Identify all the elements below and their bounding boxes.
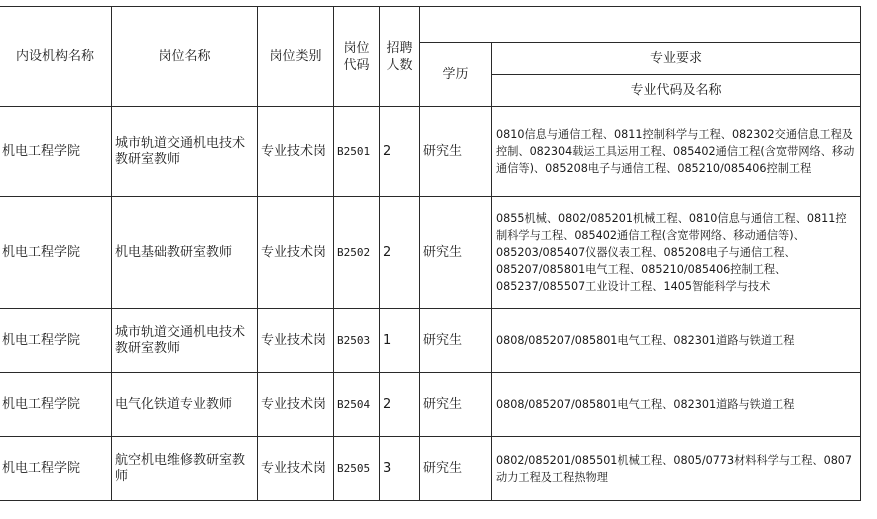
- cell-education: 研究生: [420, 309, 492, 373]
- cell-post-code: B2501: [334, 107, 380, 197]
- header-post-type: 岗位类别: [258, 7, 334, 107]
- cell-major: 0808/085207/085801电气工程、082301道路与铁道工程: [492, 373, 861, 437]
- cell-org: 机电工程学院: [0, 107, 112, 197]
- table-row: [0, 107, 861, 197]
- table-row: [0, 197, 861, 309]
- cell-org: 机电工程学院: [0, 309, 112, 373]
- cell-post-type: 专业技术岗: [258, 197, 334, 309]
- cell-post-code: B2502: [334, 197, 380, 309]
- header-row-top: [0, 7, 861, 43]
- cell-post-name: 城市轨道交通机电技术教研室教师: [112, 107, 258, 197]
- cell-post-name: 电气化铁道专业教师: [112, 373, 258, 437]
- cell-count: 2: [380, 107, 420, 197]
- cell-post-type: 专业技术岗: [258, 437, 334, 501]
- cell-org: 机电工程学院: [0, 197, 112, 309]
- header-major-req: 专业要求: [492, 43, 861, 75]
- cell-org: 机电工程学院: [0, 373, 112, 437]
- cell-major: 0810信息与通信工程、0811控制科学与工程、082302交通信息工程及控制、082304载运工具运用工程、085402通信工程(含宽带网络、移动通信等)、085208电子与通信工程、085210/085406控制工程: [492, 107, 861, 197]
- table-row: [0, 437, 861, 501]
- recruitment-table: [0, 6, 861, 501]
- cell-education: 研究生: [420, 373, 492, 437]
- table-row: [0, 309, 861, 373]
- cell-count: 1: [380, 309, 420, 373]
- header-org: 内设机构名称: [0, 7, 112, 107]
- cell-education: 研究生: [420, 107, 492, 197]
- cell-post-type: 专业技术岗: [258, 107, 334, 197]
- cell-count: 2: [380, 373, 420, 437]
- cell-post-code: B2504: [334, 373, 380, 437]
- cell-post-name: 航空机电维修教研室教师: [112, 437, 258, 501]
- header-education: 学历: [420, 43, 492, 107]
- cell-post-code: B2503: [334, 309, 380, 373]
- cell-post-code: B2505: [334, 437, 380, 501]
- header-blank: [420, 7, 861, 43]
- cell-major: 0855机械、0802/085201机械工程、0810信息与通信工程、0811控制科学与工程、085402通信工程(含宽带网络、移动通信等)、085203/085407仪器仪表工程、085208电子与通信工程、085207/085801电气工程、085210/085406控制工程、085237/085507工业设计工程、1405智能科学与技术: [492, 197, 861, 309]
- cell-major: 0808/085207/085801电气工程、082301道路与铁道工程: [492, 309, 861, 373]
- header-recruit-count: 招聘人数: [380, 7, 420, 107]
- cell-major: 0802/085201/085501机械工程、0805/0773材料科学与工程、0807动力工程及工程热物理: [492, 437, 861, 501]
- cell-education: 研究生: [420, 197, 492, 309]
- cell-org: 机电工程学院: [0, 437, 112, 501]
- table-row: [0, 373, 861, 437]
- cell-count: 2: [380, 197, 420, 309]
- cell-post-name: 机电基础教研室教师: [112, 197, 258, 309]
- header-major-code-name: 专业代码及名称: [492, 75, 861, 107]
- cell-post-type: 专业技术岗: [258, 373, 334, 437]
- cell-post-type: 专业技术岗: [258, 309, 334, 373]
- cell-post-name: 城市轨道交通机电技术教研室教师: [112, 309, 258, 373]
- header-post-code: 岗位代码: [334, 7, 380, 107]
- header-post-name: 岗位名称: [112, 7, 258, 107]
- cell-count: 3: [380, 437, 420, 501]
- cell-education: 研究生: [420, 437, 492, 501]
